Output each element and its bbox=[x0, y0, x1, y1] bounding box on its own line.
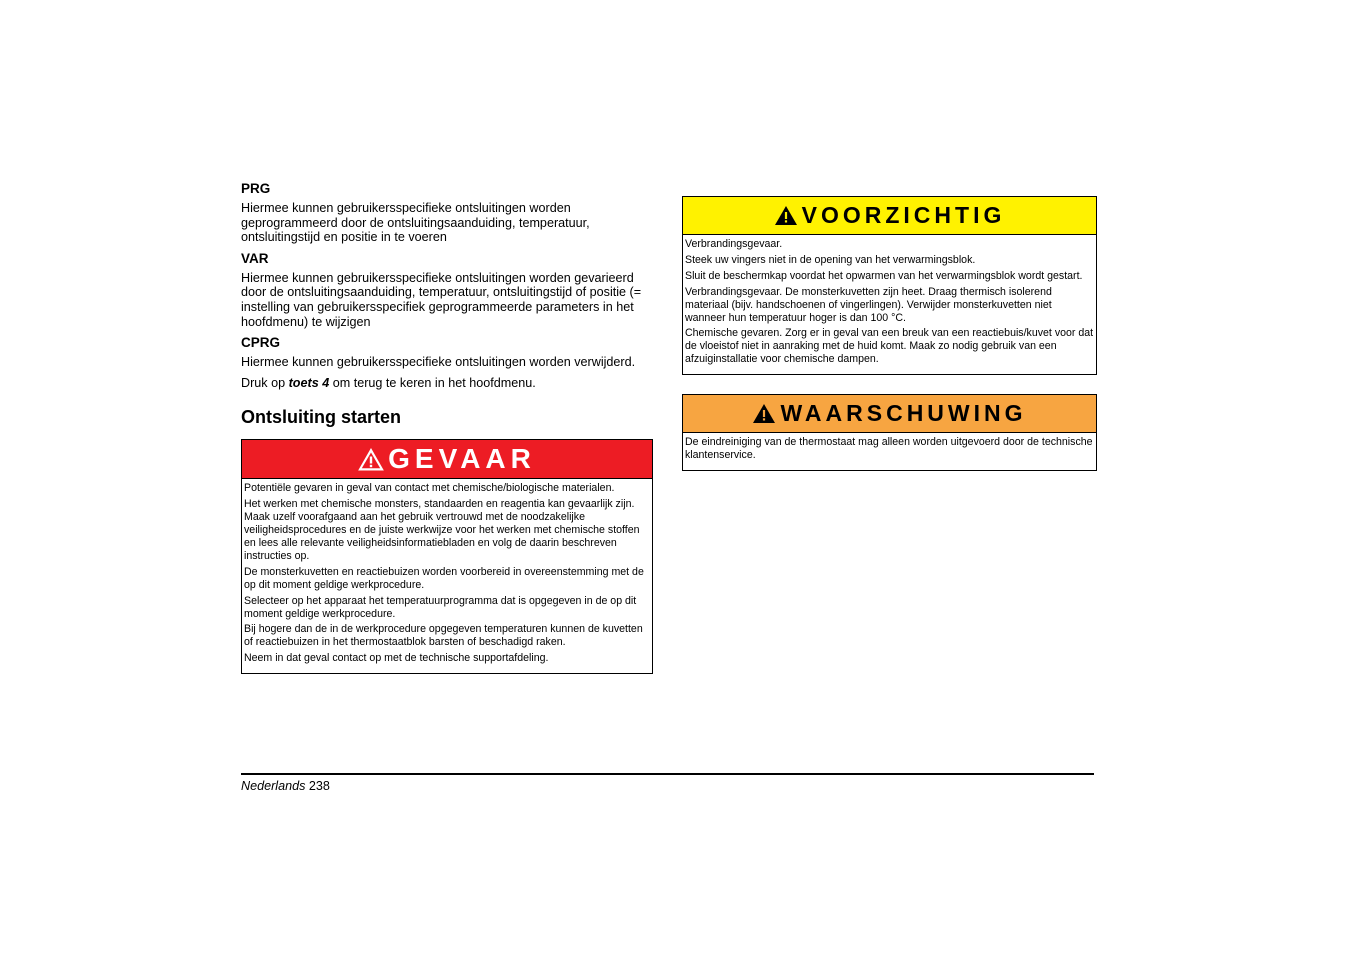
caution-line: Sluit de beschermkap voordat het opwarmen van het verwarmingsblok wordt gestart. bbox=[685, 269, 1083, 282]
footer-language: Nederlands bbox=[241, 779, 306, 793]
var-description: Hiermee kunnen gebruikersspecifieke ontsluitingen worden gevarieerd door de ontsluitingsaanduiding, temperatuur, ontsluitingstijd of positie (= instelling van gebruikersspecifiek geprogrammeerde parameters in het hoofdmenu) te wijzigen bbox=[241, 270, 642, 329]
footer-divider bbox=[241, 773, 1094, 775]
warning-line: De eindreiniging van de thermostaat mag alleen worden uitgevoerd door de technische klantenservice. bbox=[685, 436, 1093, 462]
term-cprg: CPRG bbox=[241, 335, 281, 351]
caution-header bbox=[683, 197, 1096, 235]
danger-box bbox=[241, 439, 653, 674]
caution-box bbox=[682, 196, 1097, 375]
warning-box bbox=[682, 394, 1097, 471]
left-column bbox=[241, 181, 653, 674]
caution-line: Chemische gevaren. Zorg er in geval van een breuk van een reactiebuis/kuvet voor dat de vloeistof niet in aanraking met de huid komt. Maak zo nodig gebruik van een afzuiginstallatie voor chemische dampen. bbox=[685, 327, 1094, 366]
caution-line: Steek uw vingers niet in de opening van het verwarmingsblok. bbox=[685, 253, 976, 266]
danger-line: Het werken met chemische monsters, standaarden en reagentia kan gevaarlijk zijn. Maak uzelf voorafgaand aan het gebruik vertrouwd met de noodzakelijke veiligheidsprocedures en de juiste werkwijze voor het werken met chemische stoffen en lees alle relevante veiligheidsinformatiebladen en volg de daarin beschreven instructies op. bbox=[244, 498, 640, 562]
warning-header bbox=[683, 395, 1096, 433]
caution-line: Verbrandingsgevaar. De monsterkuvetten zijn heet. Draag thermisch isolerend materiaal (bijv. handschoenen of vingerlingen). Verwijder monsterkuvetten niet wanneer hun temperatuur hoger is dan 100 °C. bbox=[685, 285, 1052, 324]
return-instruction: Druk op toets 4 om terug te keren in het hoofdmenu. bbox=[241, 375, 536, 390]
section-title: Ontsluiting starten bbox=[241, 407, 402, 428]
danger-line: Potentiële gevaren in geval van contact met chemische/biologische materialen. bbox=[244, 482, 615, 495]
danger-line: Selecteer op het apparaat het temperatuurprogramma dat is opgegeven in de op dit moment geldige werkprocedure. bbox=[244, 594, 637, 620]
warning-triangle-icon bbox=[774, 205, 798, 226]
term-prg: PRG bbox=[241, 181, 271, 196]
caution-body bbox=[683, 235, 1096, 374]
warning-title: WAARSCHUWING bbox=[780, 400, 1027, 427]
warning-triangle-icon bbox=[752, 403, 776, 424]
caution-title: VOORZICHTIG bbox=[801, 202, 1006, 228]
danger-header bbox=[242, 440, 652, 479]
danger-line: Bij hogere dan de in de werkprocedure opgegeven temperaturen kunnen de kuvetten of reactiebuizen in het thermostaatblok barsten of beschadigd raken. bbox=[244, 623, 643, 649]
page-number: 238 bbox=[308, 779, 330, 793]
danger-line: De monsterkuvetten en reactiebuizen worden voorbereid in overeenstemming met de op dit moment geldige werkprocedure. bbox=[244, 565, 644, 591]
term-var: VAR bbox=[241, 250, 269, 266]
warning-body bbox=[683, 433, 1096, 470]
cprg-description: Hiermee kunnen gebruikersspecifieke ontsluitingen worden verwijderd. bbox=[241, 355, 636, 370]
danger-title: GEVAAR bbox=[388, 443, 536, 475]
danger-line: Neem in dat geval contact op met de technische supportafdeling. bbox=[244, 652, 549, 665]
footer bbox=[241, 779, 330, 793]
danger-body bbox=[242, 479, 652, 673]
right-column bbox=[682, 196, 1097, 471]
prg-description: Hiermee kunnen gebruikersspecifieke ontsluitingen worden geprogrammeerd door de ontsluitingsaanduiding, temperatuur, ontsluitingstijd en positie in te voeren bbox=[241, 201, 590, 245]
key-reference: toets 4 bbox=[288, 375, 330, 390]
warning-triangle-icon bbox=[358, 448, 384, 471]
caution-line: Verbrandingsgevaar. bbox=[685, 238, 783, 250]
